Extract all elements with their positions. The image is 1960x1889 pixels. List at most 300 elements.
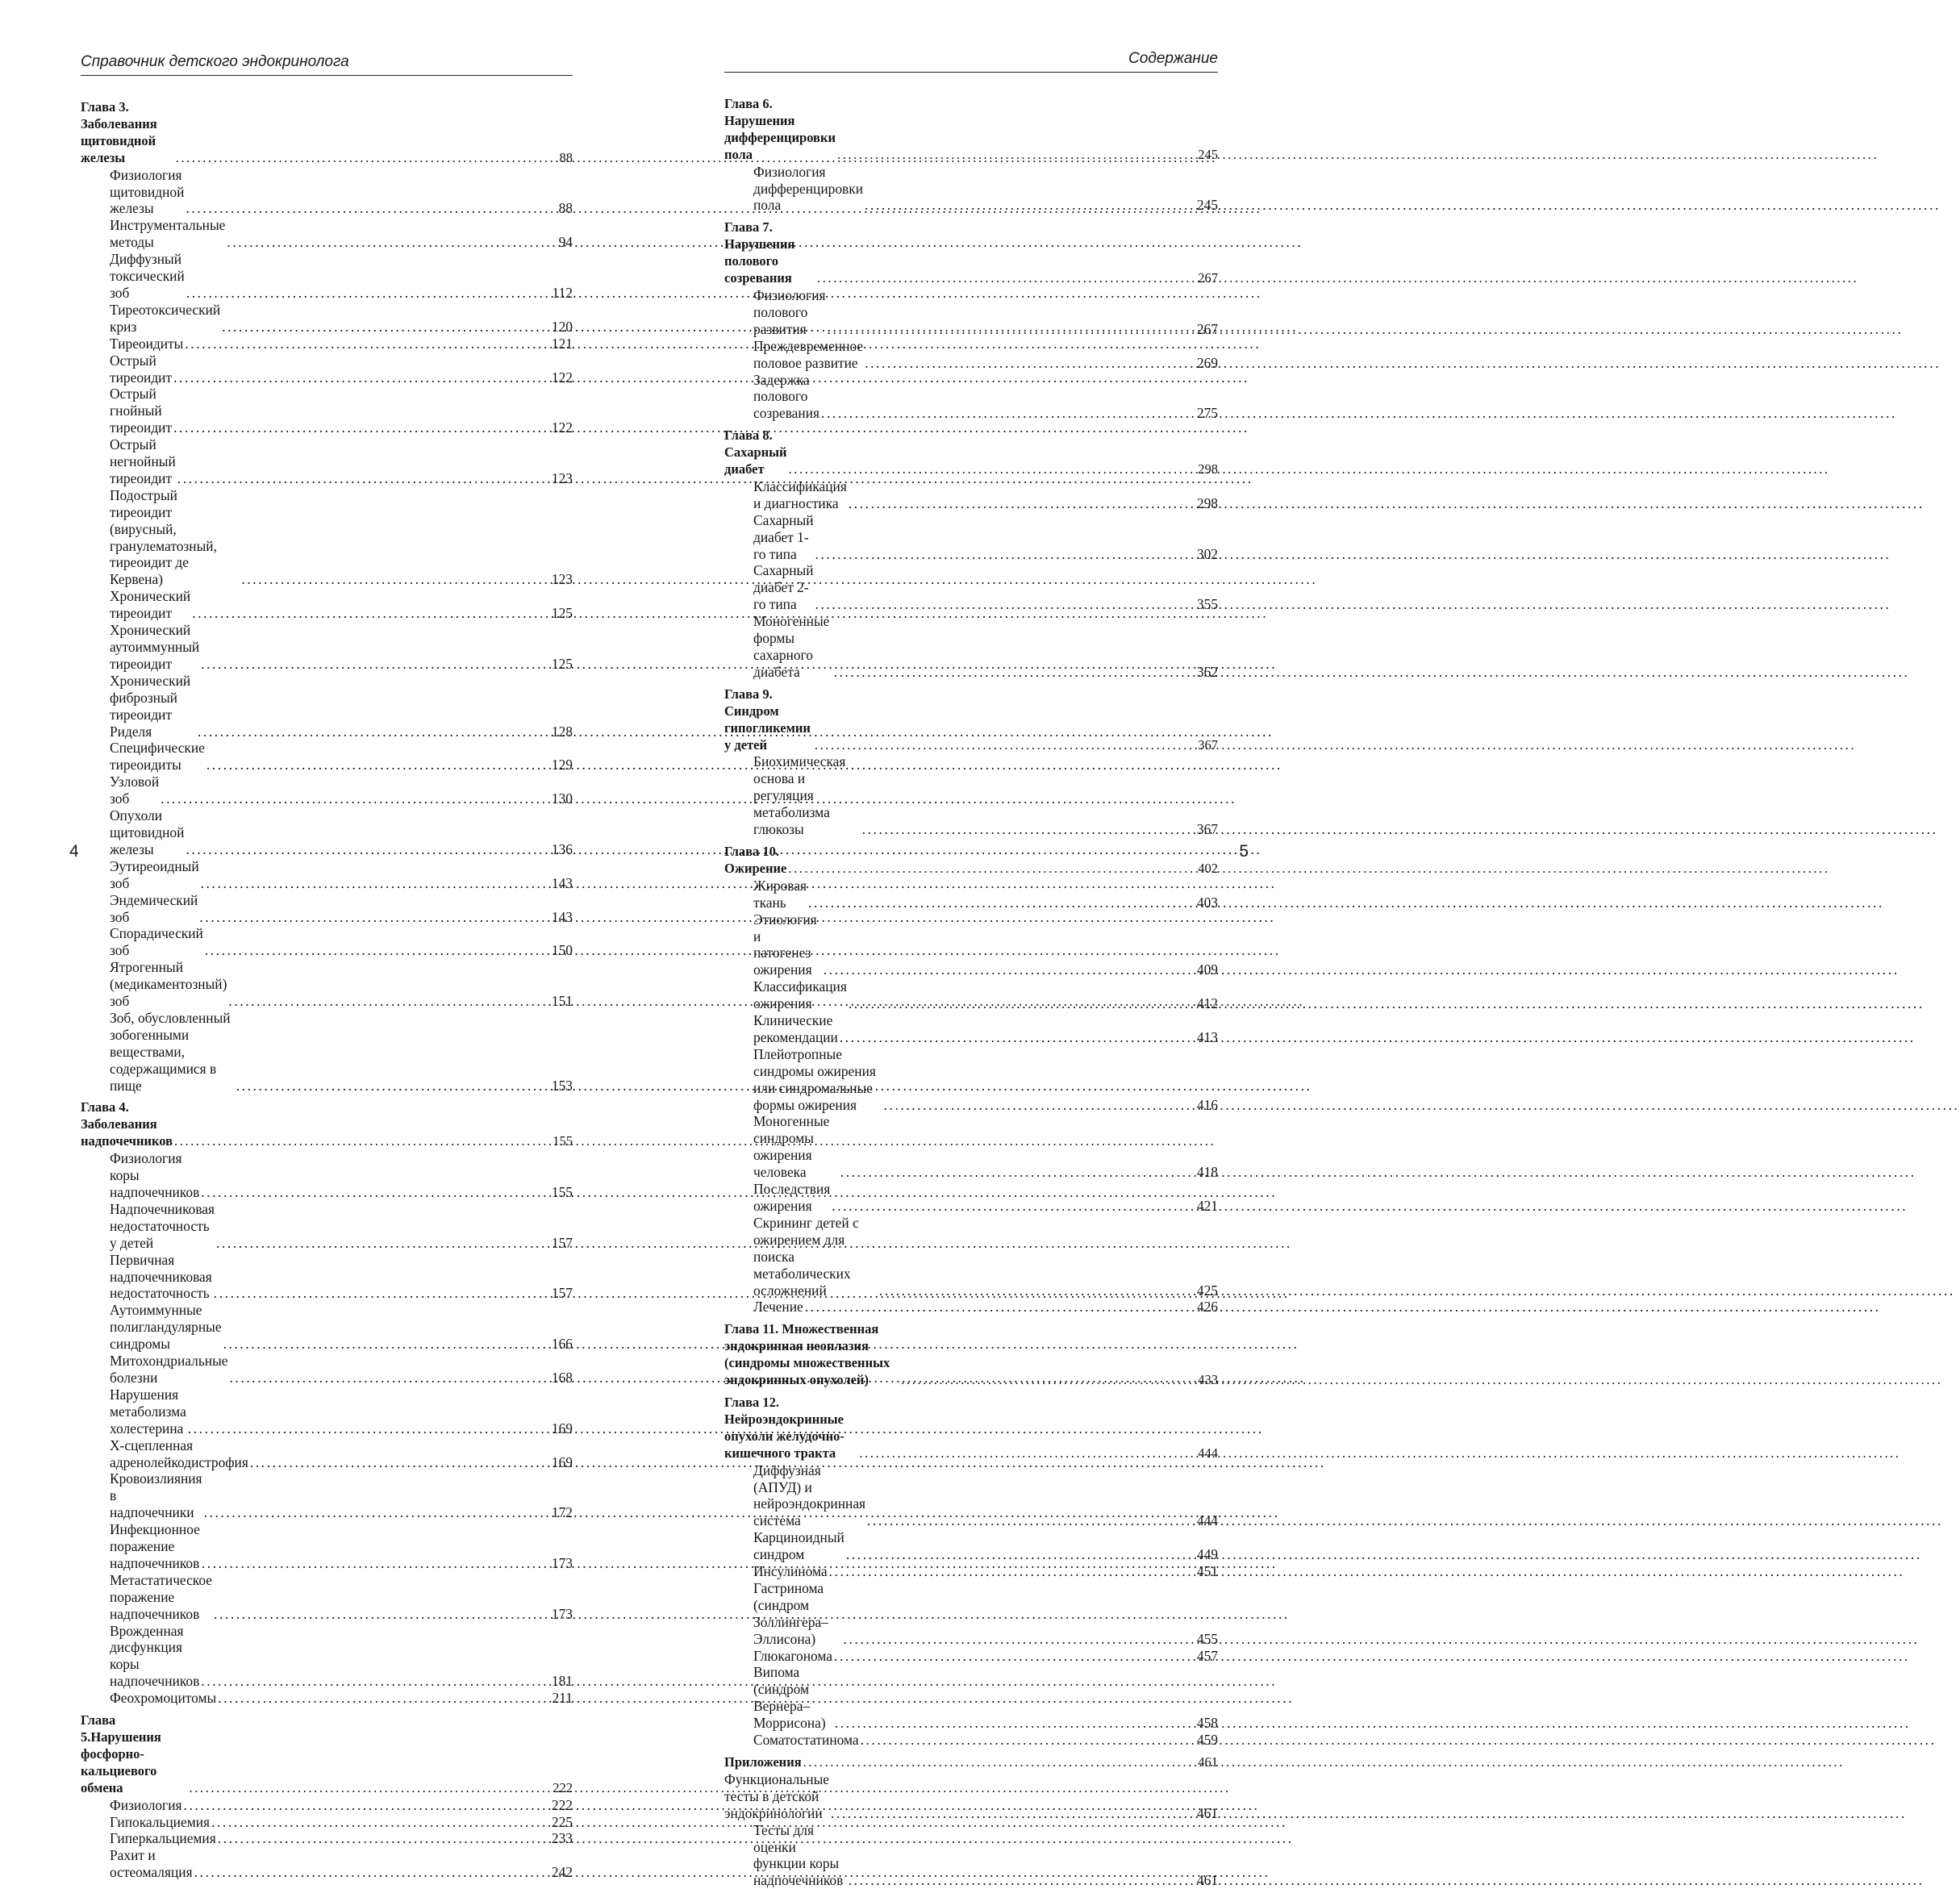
toc-entry-title: Биохимическая основа и регуляция метаболизма глюкозы xyxy=(753,753,846,838)
toc-chapter-left-0 xyxy=(81,99,573,167)
toc-entry-page: 461 xyxy=(1198,1754,1218,1770)
toc-entry-title: Глюкагонома xyxy=(753,1647,832,1664)
toc-entry-left-2 xyxy=(81,217,573,251)
toc-entry-page: 458 xyxy=(1196,1715,1218,1732)
toc-entry-page: 121 xyxy=(551,335,573,352)
toc-entry-title: Гипокальциемия xyxy=(110,1813,211,1830)
toc-entry-right-22 xyxy=(724,1299,1218,1316)
toc-leader-dots xyxy=(861,1732,1195,1749)
toc-entry-page: 409 xyxy=(1196,961,1218,978)
toc-entry-title: Диффузный токсический зоб xyxy=(110,251,185,301)
toc-leader-dots xyxy=(206,757,550,774)
toc-entry-page: 169 xyxy=(551,1453,573,1470)
toc-entry-page: 166 xyxy=(551,1336,573,1353)
toc-leader-dots xyxy=(849,995,1195,1012)
toc-entry-title: Глава 11. Множественная эндокринная неоплазия (синдромы множественных эндокринных опухолей) xyxy=(724,1321,890,1388)
toc-entry-right-19 xyxy=(724,1113,1218,1181)
toc-entry-left-23 xyxy=(81,1201,573,1252)
toc-entry-page: 451 xyxy=(1196,1563,1218,1580)
toc-entry-page: 433 xyxy=(1198,1372,1218,1388)
toc-entry-title: Гастринома (синдром Золлингера–Эллисона) xyxy=(753,1579,828,1647)
toc-entry-title: Карциноидный синдром xyxy=(753,1529,844,1563)
toc-entry-page: 449 xyxy=(1196,1546,1218,1563)
toc-entry-page: 245 xyxy=(1196,197,1218,214)
toc-entry-left-1 xyxy=(81,167,573,218)
toc-entry-title: Инструментальные методы xyxy=(110,217,226,251)
toc-entry-page: 211 xyxy=(552,1690,573,1707)
toc-chapter-right-32 xyxy=(724,1754,1218,1771)
toc-entry-title: Плейотропные синдромы ожирения или синдромальные формы ожирения xyxy=(753,1045,876,1113)
toc-entry-title: Последствия ожирения xyxy=(753,1181,831,1214)
toc-entry-page: 122 xyxy=(551,369,573,386)
toc-leader-dots xyxy=(188,1420,550,1437)
toc-entry-left-25 xyxy=(81,1302,573,1353)
toc-chapter-left-21 xyxy=(81,1099,573,1150)
toc-leader-dots xyxy=(202,1555,550,1572)
toc-leader-dots xyxy=(222,319,550,336)
toc-leader-dots xyxy=(216,1235,550,1252)
toc-leader-dots xyxy=(829,1563,1195,1580)
toc-entry-title: Хронический фиброзный тиреоидит Риделя xyxy=(110,672,191,740)
toc-leader-dots xyxy=(821,405,1195,422)
toc-entry-page: 298 xyxy=(1198,461,1218,477)
toc-entry-page: 242 xyxy=(551,1864,573,1881)
toc-entry-page: 413 xyxy=(1196,1028,1218,1045)
toc-entry-page: 157 xyxy=(551,1234,573,1251)
toc-entry-left-3 xyxy=(81,251,573,302)
toc-entry-title: Глава 3. Заболевания щитовидной железы xyxy=(81,99,157,165)
toc-entry-page: 181 xyxy=(551,1673,573,1690)
toc-entry-page: 245 xyxy=(1198,146,1218,162)
toc-entry-title: Глава 12. Нейроэндокринные опухоли желудочно-кишечного тракта xyxy=(724,1394,844,1461)
toc-entry-title: Узловой зоб xyxy=(110,774,160,807)
toc-leader-dots xyxy=(844,1631,1195,1648)
left-page xyxy=(69,0,573,1881)
toc-entry-title: Гиперкальциемия xyxy=(110,1830,216,1847)
toc-entry-right-20 xyxy=(724,1181,1218,1215)
toc-entry-title: Феохромоцитомы xyxy=(110,1690,217,1707)
toc-entry-page: 172 xyxy=(551,1504,573,1521)
toc-entry-page: 362 xyxy=(1196,663,1218,680)
toc-entry-page: 367 xyxy=(1196,821,1218,838)
right-page xyxy=(724,0,1249,1889)
toc-entry-page: 418 xyxy=(1196,1164,1218,1181)
toc-entry-right-9 xyxy=(724,562,1218,613)
toc-entry-page: 143 xyxy=(551,874,573,891)
toc-entry-page: 125 xyxy=(551,655,573,672)
toc-leader-dots xyxy=(865,197,1195,214)
toc-leader-dots xyxy=(229,1370,549,1387)
toc-leader-dots xyxy=(867,1512,1195,1529)
toc-leader-dots xyxy=(831,1805,1195,1822)
toc-entry-page: 355 xyxy=(1196,596,1218,613)
toc-entry-title: Зоб, обусловленный зобогенными веществами, содержащимися в пище xyxy=(110,1009,231,1094)
toc-leader-dots xyxy=(214,1285,550,1302)
toc-entry-title: Нарушения метаболизма холестерина xyxy=(110,1386,186,1437)
toc-entry-page: 128 xyxy=(551,723,573,740)
toc-entry-page: 88 xyxy=(559,149,573,165)
toc-entry-page: 155 xyxy=(553,1133,573,1149)
toc-entry-page: 425 xyxy=(1196,1282,1218,1299)
toc-leader-dots xyxy=(201,875,550,892)
toc-entry-page: 153 xyxy=(551,1077,573,1094)
toc-entry-left-27 xyxy=(81,1387,573,1437)
toc-entry-title: Метастатическое поражение надпочечников xyxy=(110,1571,212,1622)
toc-entry-title: Кровоизлияния в надпочечники xyxy=(110,1470,202,1521)
toc-entry-page: 150 xyxy=(551,942,573,959)
toc-leader-dots xyxy=(815,546,1195,563)
toc-entry-title: Скрининг детей с ожирением для поиска метаболических осложнений xyxy=(753,1214,859,1299)
toc-leader-dots xyxy=(788,861,1196,878)
toc-leader-dots xyxy=(241,571,550,588)
toc-leader-dots xyxy=(201,1184,550,1201)
toc-entry-left-38 xyxy=(81,1847,573,1881)
toc-leader-dots xyxy=(834,1648,1195,1665)
toc-entry-title: Глава 10. Ожирение xyxy=(724,843,787,876)
toc-leader-dots xyxy=(808,894,1195,911)
toc-leader-dots xyxy=(824,961,1195,978)
toc-entry-right-15 xyxy=(724,911,1218,979)
toc-leader-dots xyxy=(173,369,550,386)
toc-entry-right-25 xyxy=(724,1462,1218,1530)
toc-entry-page: 457 xyxy=(1196,1647,1218,1664)
toc-entry-title: Классификация и диагностика xyxy=(753,477,847,511)
toc-leader-dots xyxy=(837,147,1196,164)
toc-entry-title: Острый гнойный тиреоидит xyxy=(110,386,173,436)
toc-entry-title: Подострый тиреоидит (вирусный, гранулематозный, тиреоидит де Кервена) xyxy=(110,486,217,588)
toc-entry-right-5 xyxy=(724,372,1218,423)
toc-entry-page: 123 xyxy=(551,469,573,486)
toc-entry-left-14 xyxy=(81,774,573,807)
toc-entry-right-12 xyxy=(724,753,1218,838)
toc-entry-page: 112 xyxy=(552,284,573,301)
toc-entry-left-19 xyxy=(81,959,573,1010)
toc-entry-title: Митохондриальные болезни xyxy=(110,1353,228,1386)
toc-entry-left-26 xyxy=(81,1353,573,1387)
toc-entry-title: Спорадический зоб xyxy=(110,925,203,959)
toc-entry-left-35 xyxy=(81,1797,573,1814)
toc-entry-page: 169 xyxy=(551,1420,573,1437)
toc-entry-page: 403 xyxy=(1196,894,1218,911)
toc-leader-dots xyxy=(879,1282,1195,1299)
toc-entry-title: Соматостатинома xyxy=(753,1732,859,1749)
toc-entry-title: Аутоиммунные полигландулярные синдромы xyxy=(110,1302,222,1353)
toc-entry-left-31 xyxy=(81,1572,573,1623)
toc-entry-title: Рахит и остеомаляция xyxy=(110,1847,193,1881)
toc-entry-right-17 xyxy=(724,1012,1218,1046)
toc-entry-left-8 xyxy=(81,436,573,487)
toc-leader-dots xyxy=(190,1780,552,1797)
toc-leader-dots xyxy=(846,1546,1195,1563)
toc-entry-left-22 xyxy=(81,1150,573,1201)
toc-chapter-right-6 xyxy=(724,427,1218,478)
toc-entry-page: 461 xyxy=(1196,1872,1218,1889)
toc-leader-dots xyxy=(835,1715,1195,1732)
toc-entry-title: Эутиреоидный зоб xyxy=(110,857,199,891)
toc-entry-title: Глава 5.Нарушения фосфорно-кальциевого обмена xyxy=(81,1712,161,1795)
toc-entry-title: Сахарный диабет 2-го типа xyxy=(753,562,814,613)
toc-entry-left-36 xyxy=(81,1814,573,1831)
toc-entry-title: Сахарный диабет 1-го типа xyxy=(753,511,814,562)
toc-entry-page: 461 xyxy=(1196,1804,1218,1821)
toc-entry-page: 151 xyxy=(551,993,573,1010)
toc-entry-left-18 xyxy=(81,925,573,959)
toc-entry-left-9 xyxy=(81,487,573,588)
toc-entry-right-8 xyxy=(724,512,1218,563)
toc-entry-title: Физиология коры надпочечников xyxy=(110,1150,200,1200)
toc-entry-title: Инсулинома xyxy=(753,1563,828,1580)
toc-leader-dots xyxy=(805,1299,1195,1316)
toc-entry-title: Врожденная дисфункция коры надпочечников xyxy=(110,1622,200,1690)
toc-chapter-right-23 xyxy=(724,1321,1218,1389)
toc-entry-left-10 xyxy=(81,588,573,622)
toc-entry-page: 421 xyxy=(1196,1198,1218,1214)
toc-entry-title: Тиреотоксический криз xyxy=(110,301,221,335)
toc-entry-page: 168 xyxy=(551,1369,573,1386)
toc-entry-title: Инфекционное поражение надпочечников xyxy=(110,1521,200,1571)
toc-leader-dots xyxy=(803,1754,1197,1771)
toc-entry-page: 125 xyxy=(551,605,573,622)
running-head-left: Справочник детского эндокринолога xyxy=(81,53,573,76)
toc-leader-dots xyxy=(218,1830,550,1847)
toc-leader-dots xyxy=(901,1372,1196,1389)
toc-entry-page: 222 xyxy=(553,1779,573,1795)
toc-entry-title: Моногенные синдромы ожирения человека xyxy=(753,1113,830,1181)
toc-entry-title: Острый тиреоидит xyxy=(110,352,173,386)
toc-leader-dots xyxy=(849,1872,1195,1889)
toc-entry-title: Випома (синдром Вернера–Моррисона) xyxy=(753,1664,826,1732)
toc-entry-right-26 xyxy=(724,1529,1218,1563)
toc-entry-left-17 xyxy=(81,892,573,926)
toc-entry-left-30 xyxy=(81,1521,573,1572)
toc-entry-page: 123 xyxy=(551,571,573,588)
toc-leader-dots xyxy=(185,336,550,352)
toc-leader-dots xyxy=(211,1814,550,1831)
toc-entry-right-21 xyxy=(724,1215,1218,1299)
toc-entry-title: Физиология полового развития xyxy=(753,286,826,337)
toc-entry-title: Классификация ожирения xyxy=(753,978,847,1012)
toc-entry-title: Этиология и патогенез ожирения xyxy=(753,911,817,978)
toc-entry-right-34 xyxy=(724,1822,1218,1889)
toc-leader-dots xyxy=(201,1673,550,1690)
toc-entry-title: Задержка полового созревания xyxy=(753,371,820,422)
toc-chapter-right-24 xyxy=(724,1395,1218,1462)
toc-chapter-right-0 xyxy=(724,96,1218,164)
toc-entry-right-3 xyxy=(724,287,1218,338)
toc-leader-dots xyxy=(862,821,1195,838)
toc-entry-right-1 xyxy=(724,164,1218,215)
toc-entry-right-28 xyxy=(724,1580,1218,1648)
toc-entry-title: Приложения xyxy=(724,1754,802,1770)
toc-entry-page: 88 xyxy=(558,200,573,217)
toc-leader-dots xyxy=(223,1336,550,1353)
toc-chapter-left-34 xyxy=(81,1712,573,1797)
toc-entry-page: 459 xyxy=(1196,1732,1218,1749)
toc-entry-right-16 xyxy=(724,978,1218,1012)
toc-chapter-right-2 xyxy=(724,219,1218,287)
toc-entry-title: Жировая ткань xyxy=(753,877,807,911)
toc-entry-page: 302 xyxy=(1196,545,1218,562)
toc-leader-dots xyxy=(177,470,550,487)
toc-entry-title: Эндемический зоб xyxy=(110,891,198,925)
page-number-right: 5 xyxy=(1239,842,1249,861)
toc-entry-page: 157 xyxy=(551,1285,573,1302)
toc-entry-right-4 xyxy=(724,338,1218,372)
toc-entry-left-24 xyxy=(81,1252,573,1303)
toc-entry-left-7 xyxy=(81,386,573,436)
toc-entry-left-12 xyxy=(81,673,573,740)
toc-entry-title: Глава 7. Нарушения полового созревания xyxy=(724,219,795,286)
toc-entry-right-33 xyxy=(724,1771,1218,1822)
toc-entry-page: 94 xyxy=(558,234,573,251)
toc-entry-page: 426 xyxy=(1196,1299,1218,1316)
toc-entry-right-31 xyxy=(724,1732,1218,1749)
toc-leader-dots xyxy=(186,200,557,217)
toc-leader-dots xyxy=(834,664,1195,681)
toc-chapter-right-13 xyxy=(724,844,1218,878)
toc-leader-dots xyxy=(186,841,549,858)
toc-entry-title: Опухоли щитовидной железы xyxy=(110,807,185,857)
toc-leader-dots xyxy=(859,1445,1196,1462)
toc-entry-title: Физиология щитовидной железы xyxy=(110,166,185,217)
toc-entry-left-29 xyxy=(81,1470,573,1521)
toc-entry-page: 136 xyxy=(551,840,573,857)
toc-entry-page: 129 xyxy=(551,757,573,774)
toc-entry-title: Глава 8. Сахарный диабет xyxy=(724,427,787,477)
toc-entry-page: 233 xyxy=(551,1830,573,1847)
toc-entry-page: 455 xyxy=(1196,1630,1218,1647)
toc-entry-left-15 xyxy=(81,807,573,858)
toc-entry-page: 222 xyxy=(551,1796,573,1813)
toc-entry-page: 130 xyxy=(551,790,573,807)
toc-entry-title: Хронический аутоиммунный тиреоидит xyxy=(110,622,200,672)
toc-entry-right-14 xyxy=(724,878,1218,911)
toc-leader-dots xyxy=(828,321,1195,338)
toc-entry-page: 173 xyxy=(551,1554,573,1571)
toc-entry-left-4 xyxy=(81,302,573,336)
toc-entry-page: 412 xyxy=(1196,995,1218,1012)
toc-leader-dots xyxy=(849,495,1195,512)
toc-entry-left-33 xyxy=(81,1690,573,1707)
toc-leader-dots xyxy=(840,1029,1195,1046)
toc-leader-dots xyxy=(789,461,1197,478)
toc-leader-dots xyxy=(204,1504,550,1521)
toc-entry-page: 155 xyxy=(551,1184,573,1200)
toc-leader-dots xyxy=(884,1097,1195,1114)
toc-entry-page: 298 xyxy=(1196,494,1218,511)
toc-leader-dots xyxy=(865,355,1195,372)
toc-entry-left-11 xyxy=(81,622,573,673)
toc-entry-page: 122 xyxy=(551,419,573,436)
toc-entry-right-18 xyxy=(724,1046,1218,1114)
toc-leader-dots xyxy=(840,1164,1195,1181)
toc-leader-dots xyxy=(815,737,1196,754)
toc-leader-dots xyxy=(832,1198,1195,1215)
toc-leader-dots xyxy=(227,234,557,251)
toc-entry-page: 143 xyxy=(551,908,573,925)
page-number-left: 4 xyxy=(69,842,79,861)
toc-leader-dots xyxy=(236,1078,550,1095)
toc-entry-title: Физиология xyxy=(110,1796,182,1813)
toc-chapter-right-11 xyxy=(724,686,1218,754)
toc-leader-dots xyxy=(161,790,550,807)
toc-leader-dots xyxy=(214,1606,550,1623)
toc-entry-page: 444 xyxy=(1198,1445,1218,1461)
toc-entry-title: Лечение xyxy=(753,1299,803,1316)
toc-entry-title: Специфические тиреоидиты xyxy=(110,740,205,774)
toc-leader-dots xyxy=(218,1690,550,1707)
toc-leader-dots xyxy=(176,150,558,167)
toc-entry-page: 416 xyxy=(1196,1096,1218,1113)
toc-leader-dots xyxy=(192,605,550,622)
toc-entry-page: 173 xyxy=(551,1605,573,1622)
toc-entry-page: 269 xyxy=(1196,354,1218,371)
toc-left xyxy=(81,99,573,1881)
toc-entry-title: Ятрогенный (медикаментозный) зоб xyxy=(110,959,227,1010)
toc-entry-right-29 xyxy=(724,1648,1218,1665)
toc-entry-page: 275 xyxy=(1196,405,1218,422)
toc-leader-dots xyxy=(228,993,550,1010)
toc-entry-title: Тесты для оценки функции коры надпочечников xyxy=(753,1821,844,1889)
toc-entry-title: Физиология дифференцировки пола xyxy=(753,163,864,214)
toc-leader-dots xyxy=(817,270,1196,287)
toc-entry-left-5 xyxy=(81,336,573,352)
toc-leader-dots xyxy=(250,1454,550,1471)
toc-leader-dots xyxy=(815,596,1195,613)
toc-entry-left-20 xyxy=(81,1010,573,1095)
toc-leader-dots xyxy=(198,723,550,740)
toc-entry-title: Острый негнойный тиреоидит xyxy=(110,436,176,486)
toc-entry-left-37 xyxy=(81,1830,573,1847)
toc-entry-left-16 xyxy=(81,858,573,892)
running-head-right: Содержание xyxy=(724,50,1218,73)
toc-leader-dots xyxy=(186,285,551,302)
toc-entry-right-10 xyxy=(724,613,1218,681)
toc-entry-title: Тиреоидиты xyxy=(110,335,184,352)
toc-entry-title: Диффузная (АПУД) и нейроэндокринная система xyxy=(753,1462,866,1529)
toc-entry-left-32 xyxy=(81,1623,573,1691)
toc-entry-page: 367 xyxy=(1198,736,1218,753)
toc-entry-left-28 xyxy=(81,1437,573,1471)
toc-entry-title: Х-сцепленная адренолейкодистрофия xyxy=(110,1437,248,1470)
toc-entry-page: 267 xyxy=(1198,270,1218,286)
toc-entry-right-7 xyxy=(724,478,1218,512)
toc-entry-title: Клинические рекомендации xyxy=(753,1012,838,1045)
toc-entry-title: Глава 4. Заболевания надпочечников xyxy=(81,1099,173,1149)
toc-entry-left-6 xyxy=(81,352,573,386)
toc-leader-dots xyxy=(194,1864,550,1881)
toc-leader-dots xyxy=(205,942,550,959)
toc-entry-title: Преждевременное половое развитие xyxy=(753,337,864,371)
toc-leader-dots xyxy=(174,1133,551,1150)
toc-leader-dots xyxy=(201,656,550,673)
toc-leader-dots xyxy=(184,1797,550,1814)
toc-entry-title: Первичная надпочечниковая недостаточность xyxy=(110,1251,212,1302)
toc-entry-page: 402 xyxy=(1198,860,1218,876)
toc-leader-dots xyxy=(199,909,550,926)
toc-right xyxy=(724,96,1218,1889)
toc-entry-page: 225 xyxy=(551,1813,573,1830)
toc-entry-page: 120 xyxy=(551,318,573,335)
toc-entry-title: Глава 6. Нарушения дифференцировки пола xyxy=(724,96,836,162)
toc-entry-title: Надпочечниковая недостаточность у детей xyxy=(110,1200,215,1251)
toc-entry-left-13 xyxy=(81,740,573,774)
toc-entry-right-30 xyxy=(724,1664,1218,1732)
toc-entry-page: 444 xyxy=(1196,1512,1218,1529)
toc-entry-title: Глава 9. Синдром гипогликемии у детей xyxy=(724,686,811,753)
toc-leader-dots xyxy=(173,419,550,436)
toc-entry-title: Функциональные тесты в детской эндокринологии xyxy=(724,1770,829,1821)
